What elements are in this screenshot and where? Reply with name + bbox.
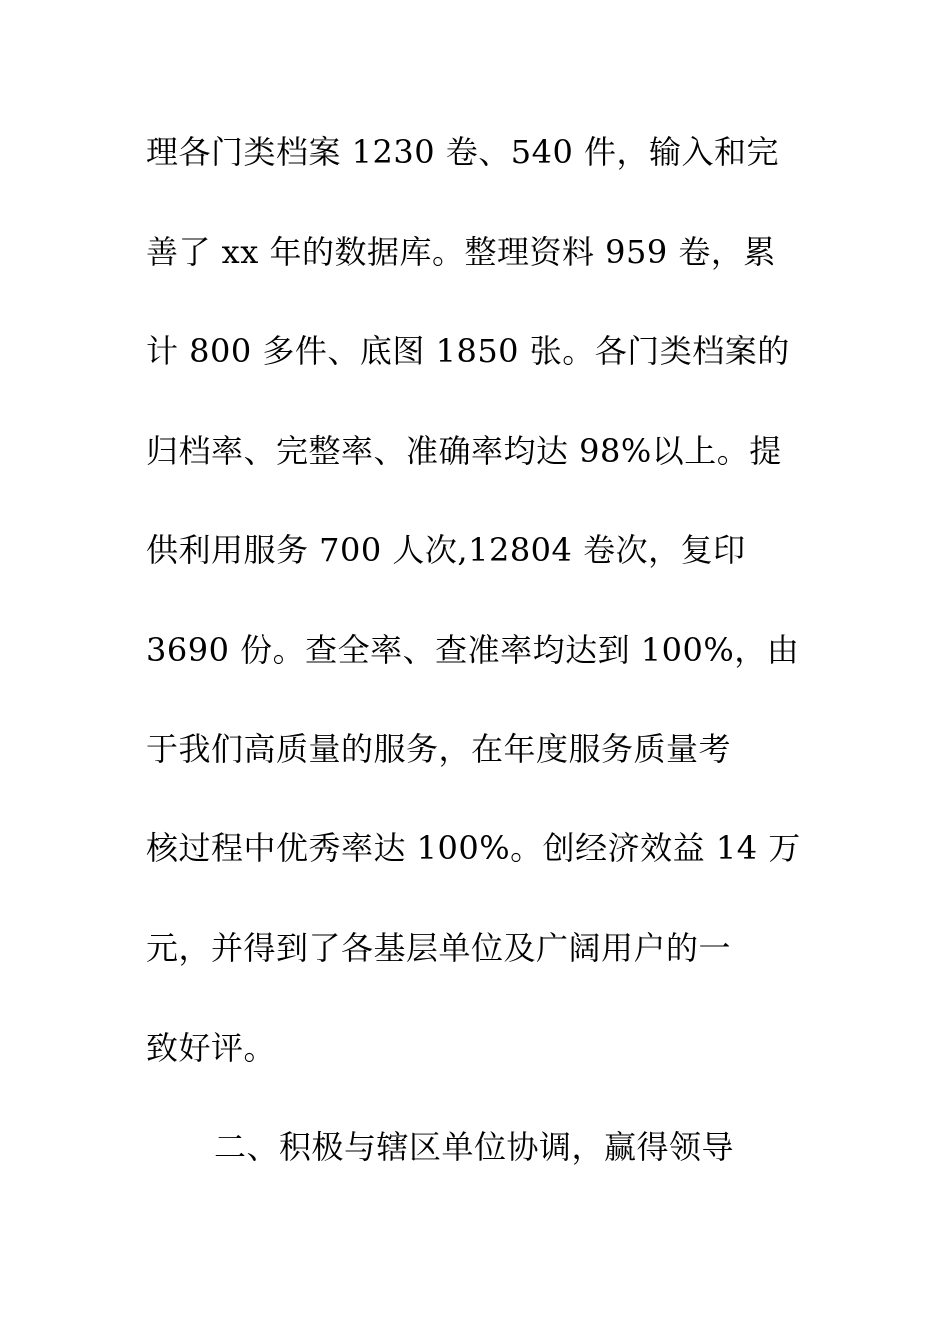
- section-heading: 二、积极与辖区单位协调，赢得领导: [214, 1128, 735, 1166]
- body-text-line: 供利用服务 700 人次,12804 卷次，复印: [146, 531, 746, 569]
- body-text-line: 核过程中优秀率达 100%。创经济效益 14 万: [146, 829, 801, 867]
- body-text-line: 致好评。: [146, 1029, 277, 1067]
- body-text-line: 3690 份。查全率、查准率均达到 100%，由: [146, 631, 800, 669]
- body-text-line: 理各门类档案 1230 卷、540 件，输入和完: [146, 133, 780, 171]
- body-text-line: 善了 xx 年的数据库。整理资料 959 卷，累: [146, 233, 776, 271]
- body-text-line: 归档率、完整率、准确率均达 98%以上。提: [146, 432, 782, 470]
- body-text-line: 元，并得到了各基层单位及广阔用户的一: [146, 929, 732, 967]
- body-text-line: 计 800 多件、底图 1850 张。各门类档案的: [146, 332, 790, 370]
- body-text-line: 于我们高质量的服务，在年度服务质量考: [146, 730, 732, 768]
